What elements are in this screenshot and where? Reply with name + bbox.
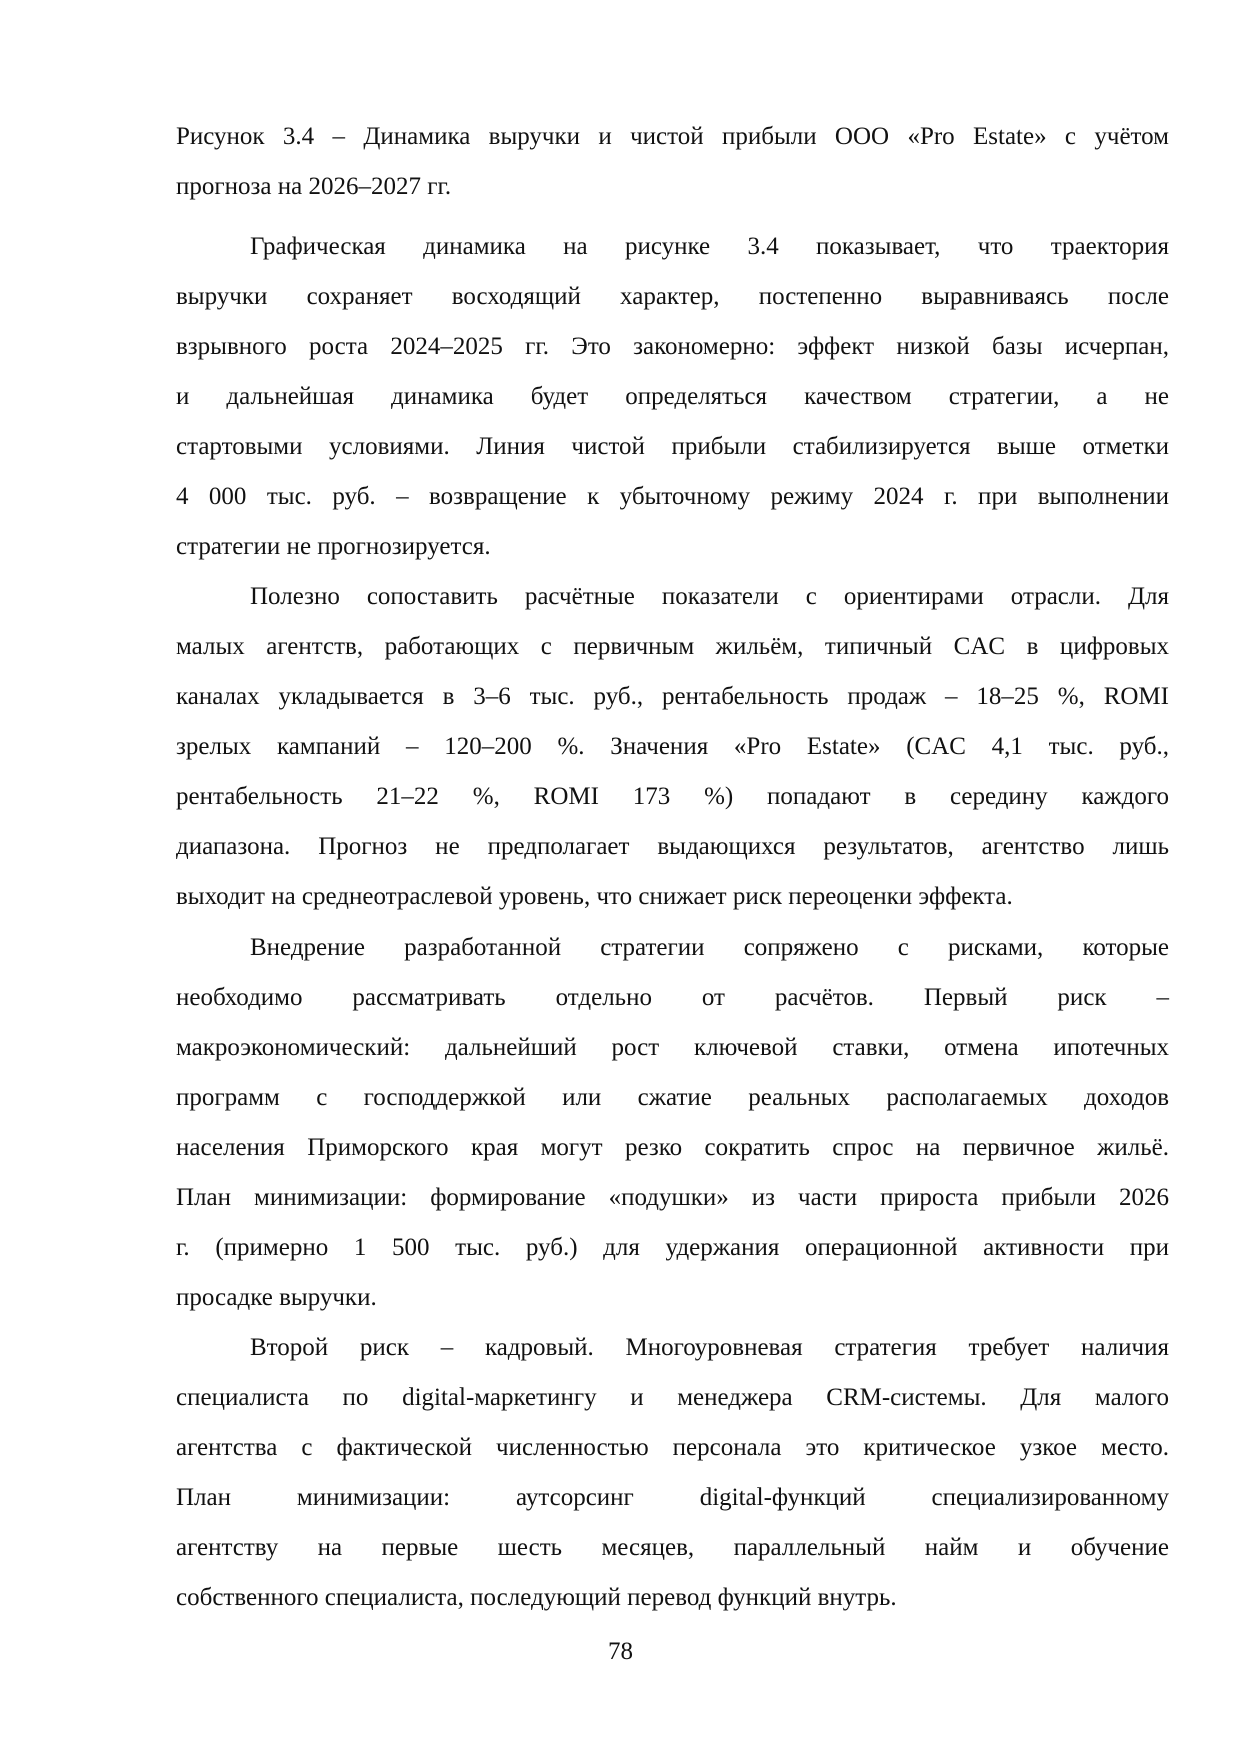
- text-line: макроэкономический: дальнейший рост ключевой ставки, отмена ипотечных: [176, 1034, 1169, 1061]
- text-line: агентства с фактической численностью персонала это критическое узкое место.: [176, 1434, 1169, 1461]
- text-line: прогноза на 2026–2027 гг.: [176, 173, 452, 200]
- text-line: выручки сохраняет восходящий характер, постепенно выравниваясь после: [176, 283, 1169, 310]
- text-line: стратегии не прогнозируется.: [176, 533, 491, 560]
- text-line: собственного специалиста, последующий перевод функций внутрь.: [176, 1584, 897, 1611]
- text-line: взрывного роста 2024–2025 гг. Это закономерно: эффект низкой базы исчерпан,: [176, 333, 1169, 360]
- text-line: специалиста по digital-маркетингу и менеджера CRM-системы. Для малого: [176, 1384, 1169, 1411]
- paragraph: [176, 222, 1169, 572]
- text-line: просадке выручки.: [176, 1284, 377, 1311]
- paragraph: [176, 572, 1169, 922]
- text-line: стартовыми условиями. Линия чистой прибыли стабилизируется выше отметки: [176, 433, 1169, 460]
- text-line: зрелых кампаний – 120–200 %. Значения «Pro Estate» (CAC 4,1 тыс. руб.,: [176, 733, 1169, 760]
- text-line: Второй риск – кадровый. Многоуровневая стратегия требует наличия: [250, 1334, 1169, 1361]
- text-line: и дальнейшая динамика будет определяться качеством стратегии, а не: [176, 383, 1169, 410]
- text-line: малых агентств, работающих с первичным жильём, типичный CAC в цифровых: [176, 633, 1169, 660]
- text-line: г. (примерно 1 500 тыс. руб.) для удержания операционной активности при: [176, 1234, 1169, 1261]
- text-line: каналах укладывается в 3–6 тыс. руб., рентабельность продаж – 18–25 %, ROMI: [176, 683, 1169, 710]
- text-line: программ с господдержкой или сжатие реальных располагаемых доходов: [176, 1084, 1169, 1111]
- text-line: Внедрение разработанной стратегии сопряжено с рисками, которые: [250, 934, 1169, 961]
- text-line: агентству на первые шесть месяцев, параллельный найм и обучение: [176, 1534, 1169, 1561]
- paragraph: [176, 1323, 1169, 1623]
- text-line: Рисунок 3.4 – Динамика выручки и чистой прибыли ООО «Pro Estate» с учётом: [176, 123, 1169, 150]
- text-line: Графическая динамика на рисунке 3.4 показывает, что траектория: [250, 233, 1169, 260]
- text-line: Полезно сопоставить расчётные показатели с ориентирами отрасли. Для: [250, 583, 1169, 610]
- page-number: 78: [608, 1638, 633, 1665]
- text-line: населения Приморского края могут резко сократить спрос на первичное жильё.: [176, 1134, 1169, 1161]
- text-line: План минимизации: формирование «подушки» из части прироста прибыли 2026: [176, 1184, 1169, 1211]
- text-line: рентабельность 21–22 %, ROMI 173 %) попадают в середину каждого: [176, 783, 1169, 810]
- text-line: необходимо рассматривать отдельно от расчётов. Первый риск –: [176, 984, 1169, 1011]
- text-line: выходит на среднеотраслевой уровень, что снижает риск переоценки эффекта.: [176, 883, 1013, 910]
- figure-caption: [176, 112, 1169, 212]
- text-line: 4 000 тыс. руб. – возвращение к убыточному режиму 2024 г. при выполнении: [176, 483, 1169, 510]
- text-line: диапазона. Прогноз не предполагает выдающихся результатов, агентство лишь: [176, 833, 1169, 860]
- paragraph: [176, 923, 1169, 1323]
- text-line: План минимизации: аутсорсинг digital-функций специализированному: [176, 1484, 1169, 1511]
